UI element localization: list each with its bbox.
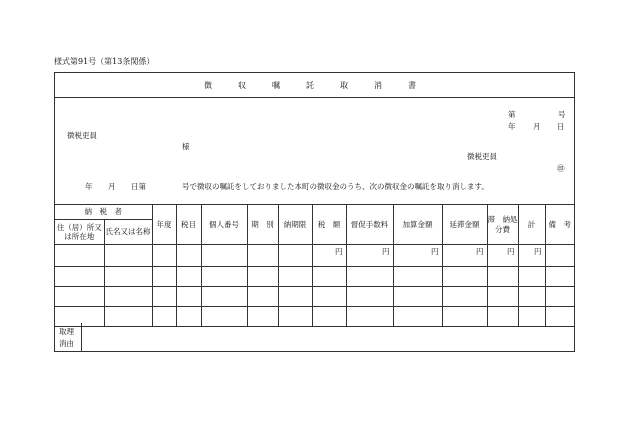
table-cell[interactable] (201, 245, 247, 267)
table-cell[interactable] (104, 287, 152, 307)
table-cell[interactable] (545, 245, 574, 267)
table-cell[interactable] (278, 245, 312, 267)
date-year: 年 (508, 122, 516, 131)
sender-title: 徴税吏員 (467, 152, 497, 161)
yen-unit[interactable]: 円 (393, 245, 442, 267)
body-month: 月 (108, 182, 116, 191)
cancellation-reason-label: 取理消由 (59, 327, 74, 348)
table-cell[interactable] (278, 267, 312, 287)
header-period: 期 別 (247, 205, 278, 245)
table-cell[interactable] (201, 267, 247, 287)
header-surcharge: 加算金額 (393, 205, 442, 245)
cancellation-reason-label-cell (55, 323, 82, 351)
table-cell[interactable] (393, 267, 442, 287)
header-year: 年度 (152, 205, 176, 245)
table-cell[interactable] (55, 287, 104, 307)
table-cell[interactable] (152, 245, 176, 267)
table-row (55, 287, 574, 307)
yen-unit[interactable]: 円 (442, 245, 487, 267)
header-disposition-cost: 滞 納処分費 (487, 205, 518, 245)
table-cell[interactable] (442, 267, 487, 287)
header-address: 住（居）所又は所在地 (55, 220, 104, 245)
addressee-title: 徴税吏員 (67, 131, 97, 140)
table-cell[interactable] (104, 267, 152, 287)
table-cell[interactable] (247, 245, 278, 267)
table-cell[interactable] (545, 267, 574, 287)
table-cell[interactable] (393, 287, 442, 307)
cancellation-reason-field[interactable] (82, 323, 574, 351)
table-cell[interactable] (518, 287, 545, 307)
number-suffix: 号 (558, 110, 566, 119)
header-personal-number: 個人番号 (201, 205, 247, 245)
table-cell[interactable] (247, 267, 278, 287)
header-delinquency: 延滞金額 (442, 205, 487, 245)
table-cell[interactable] (55, 245, 104, 267)
header-remarks: 備 考 (545, 205, 574, 245)
form-frame (54, 72, 575, 352)
date-day: 日 (557, 122, 565, 131)
table-cell[interactable] (152, 287, 176, 307)
table-cell[interactable] (346, 267, 393, 287)
title-divider (55, 97, 574, 98)
header-due-date: 納期限 (278, 205, 312, 245)
table-cell[interactable] (55, 267, 104, 287)
body-text: 号で徴収の嘱託をしておりました本町の徴収金のうち、次の徴収金の嘱託を取り消します。 (182, 182, 489, 191)
date-month: 月 (533, 122, 541, 131)
table-header-row (55, 205, 574, 220)
header-tax-amount: 税 額 (312, 205, 346, 245)
seal-mark: ㊞ (557, 164, 565, 173)
body-year: 年 (85, 182, 93, 191)
table-cell[interactable] (518, 267, 545, 287)
table-row (55, 267, 574, 287)
table-row (55, 245, 574, 267)
yen-unit[interactable]: 円 (346, 245, 393, 267)
table-cell[interactable] (104, 245, 152, 267)
yen-unit[interactable]: 円 (312, 245, 346, 267)
table-cell[interactable] (312, 267, 346, 287)
table-cell[interactable] (346, 287, 393, 307)
header-total: 計 (518, 205, 545, 245)
number-mark: 第 (508, 110, 516, 119)
yen-unit[interactable]: 円 (487, 245, 518, 267)
table-cell[interactable] (487, 267, 518, 287)
body-day-number: 日第 (131, 182, 146, 191)
table-cell[interactable] (247, 287, 278, 307)
form-number-label: 様式第91号（第13条関係） (54, 57, 155, 66)
table-cell[interactable] (201, 287, 247, 307)
table-cell[interactable] (487, 287, 518, 307)
header-tax-item: 税目 (176, 205, 201, 245)
table-cell[interactable] (442, 287, 487, 307)
table-cell[interactable] (152, 267, 176, 287)
table-cell[interactable] (176, 245, 201, 267)
header-reminder-fee: 督促手数料 (346, 205, 393, 245)
table-cell[interactable] (545, 287, 574, 307)
table-cell[interactable] (176, 287, 201, 307)
header-name: 氏名又は名称 (104, 220, 152, 245)
table-cell[interactable] (278, 287, 312, 307)
header-taxpayer: 納 税 者 (55, 205, 152, 220)
document-title: 徴 収 嘱 託 取 消 書 (204, 81, 425, 90)
addressee-honorific: 様 (182, 142, 190, 151)
yen-unit[interactable]: 円 (518, 245, 545, 267)
table-cell[interactable] (176, 267, 201, 287)
table-cell[interactable] (312, 287, 346, 307)
collection-table (55, 204, 574, 327)
